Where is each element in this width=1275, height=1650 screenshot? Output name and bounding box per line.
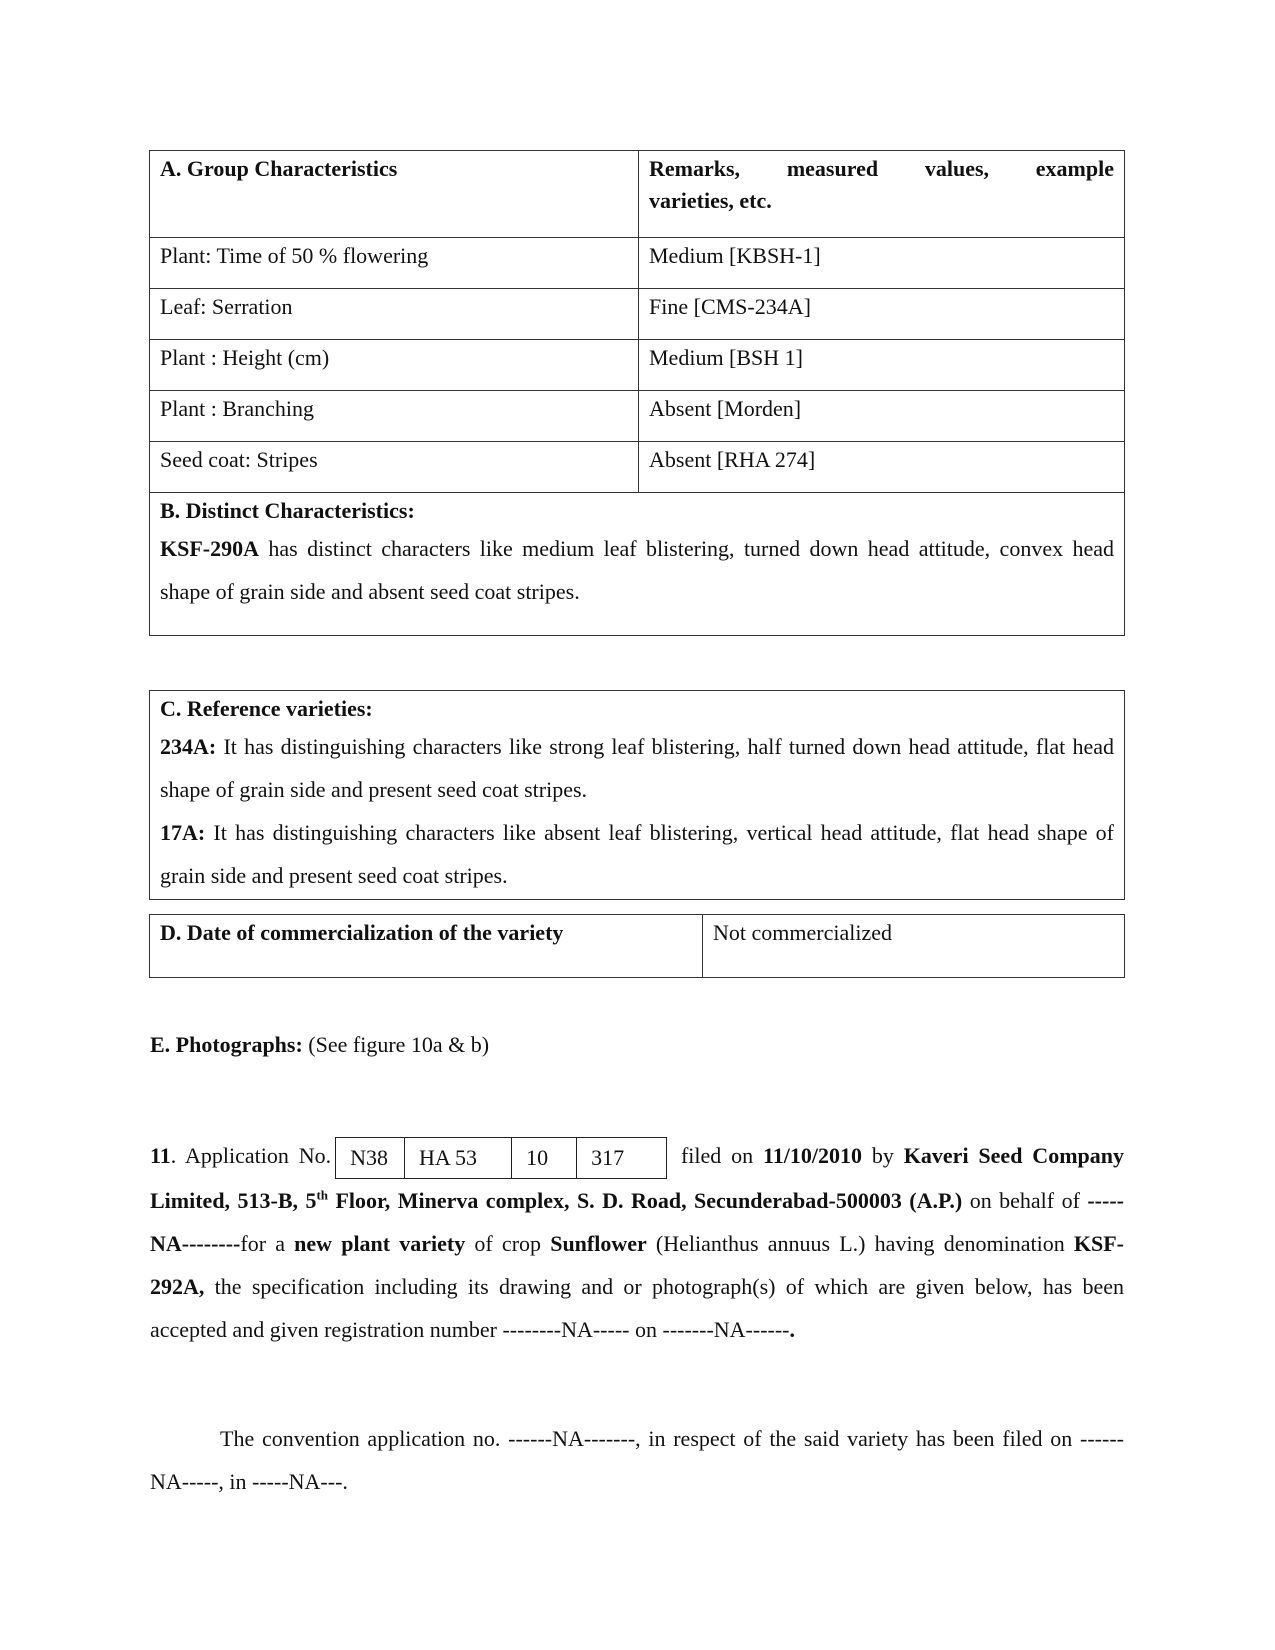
reference-entry [160, 725, 1114, 811]
applicant-name: Kaveri Seed Company Limited, 513-B, 5th Floor, Minerva complex, S. D. Road, Secunderabad-500003 (A.P.) [150, 1143, 1124, 1213]
of-crop-label: of crop [465, 1230, 551, 1256]
application-number-part: HA 53 [405, 1137, 512, 1178]
photographs-label: E. Photographs: [150, 1032, 303, 1057]
denomination: KSF-292A, [150, 1230, 1125, 1299]
characteristic-cell: Plant : Height (cm) [150, 340, 639, 391]
table-row [150, 289, 1125, 340]
header-remarks [639, 151, 1125, 238]
photographs-line [150, 1032, 489, 1058]
convention-text: The convention application no. ------NA-------, in respect of the said variety has been filed on ------NA-----, in -----NA---. [150, 1426, 1124, 1494]
behalf-value: -----NA-------- [150, 1187, 1124, 1256]
species-text: (Helianthus annuus L.) having denomination [646, 1230, 1074, 1256]
filed-on-label: filed on [671, 1143, 764, 1168]
item-number: 11 [150, 1143, 171, 1168]
table-header-row [150, 151, 1125, 238]
application-paragraph [150, 1134, 1124, 1351]
header-group-characteristics: A. Group Characteristics [150, 151, 639, 238]
application-number-part: N38 [336, 1137, 405, 1178]
reference-varieties-cell [150, 691, 1125, 900]
application-number-part: 317 [577, 1137, 667, 1178]
reference-variety-name: 17A: [160, 820, 206, 845]
commercialization-table [149, 914, 1125, 978]
distinct-characteristics-cell [150, 493, 1125, 636]
reference-description: It has distinguishing characters like absent leaf blistering, vertical head attitude, flat head shape of grain side and present seed coat stripes. [160, 820, 1114, 888]
table-row [150, 340, 1125, 391]
header-remarks-line2: varieties, etc. [649, 188, 772, 213]
reference-variety-name: 234A: [160, 734, 217, 759]
end-dot: . [789, 1316, 796, 1342]
reference-varieties-box [149, 690, 1125, 900]
application-label: . Application No. [170, 1143, 332, 1168]
filed-date: 11/10/2010 [763, 1143, 863, 1168]
remark-cell: Absent [Morden] [639, 391, 1125, 442]
section-b-title: B. Distinct Characteristics: [160, 498, 415, 523]
table-row [150, 391, 1125, 442]
by-label: by [862, 1143, 904, 1168]
reference-varieties-row [150, 691, 1125, 900]
remark-cell: Absent [RHA 274] [639, 442, 1125, 493]
characteristic-cell: Plant: Time of 50 % flowering [150, 238, 639, 289]
commercialization-row [150, 915, 1125, 978]
convention-paragraph [150, 1417, 1124, 1503]
commercialization-label: D. Date of commercialization of the variety [150, 915, 703, 978]
characteristic-cell: Plant : Branching [150, 391, 639, 442]
header-remarks-line1: Remarks, measured values, example [649, 156, 1114, 181]
section-b-description: has distinct characters like medium leaf blistering, turned down head attitude, convex head shape of grain side and absent seed coat stripes. [160, 536, 1114, 604]
commercialization-value: Not commercialized [703, 915, 1125, 978]
for-a-label: for a [240, 1230, 295, 1256]
application-number-part: 10 [512, 1137, 577, 1178]
distinct-characteristics-row [150, 493, 1125, 636]
remark-cell: Medium [BSH 1] [639, 340, 1125, 391]
application-number-boxes [335, 1137, 667, 1179]
remark-cell: Fine [CMS-234A] [639, 289, 1125, 340]
section-b-text [160, 527, 1114, 613]
remark-cell: Medium [KBSH-1] [639, 238, 1125, 289]
table-row [150, 238, 1125, 289]
photographs-reference: (See figure 10a & b) [302, 1032, 490, 1057]
table-row [150, 442, 1125, 493]
characteristic-cell: Leaf: Serration [150, 289, 639, 340]
registration-text: the specification including its drawing and or photograph(s) of which are given below, has been accepted and given registration number --------NA----- on -------NA------ [150, 1273, 1124, 1342]
variety-name: KSF-290A [160, 536, 259, 561]
section-c-title: C. Reference varieties: [160, 696, 373, 721]
group-characteristics-table [149, 150, 1125, 636]
reference-entry [160, 811, 1114, 897]
crop-name: Sunflower [550, 1230, 647, 1256]
characteristic-cell: Seed coat: Stripes [150, 442, 639, 493]
new-plant-variety: new plant variety [294, 1230, 466, 1256]
reference-description: It has distinguishing characters like strong leaf blistering, half turned down head attitude, flat head shape of grain side and present seed coat stripes. [160, 734, 1114, 802]
behalf-label: on behalf of [962, 1187, 1088, 1213]
